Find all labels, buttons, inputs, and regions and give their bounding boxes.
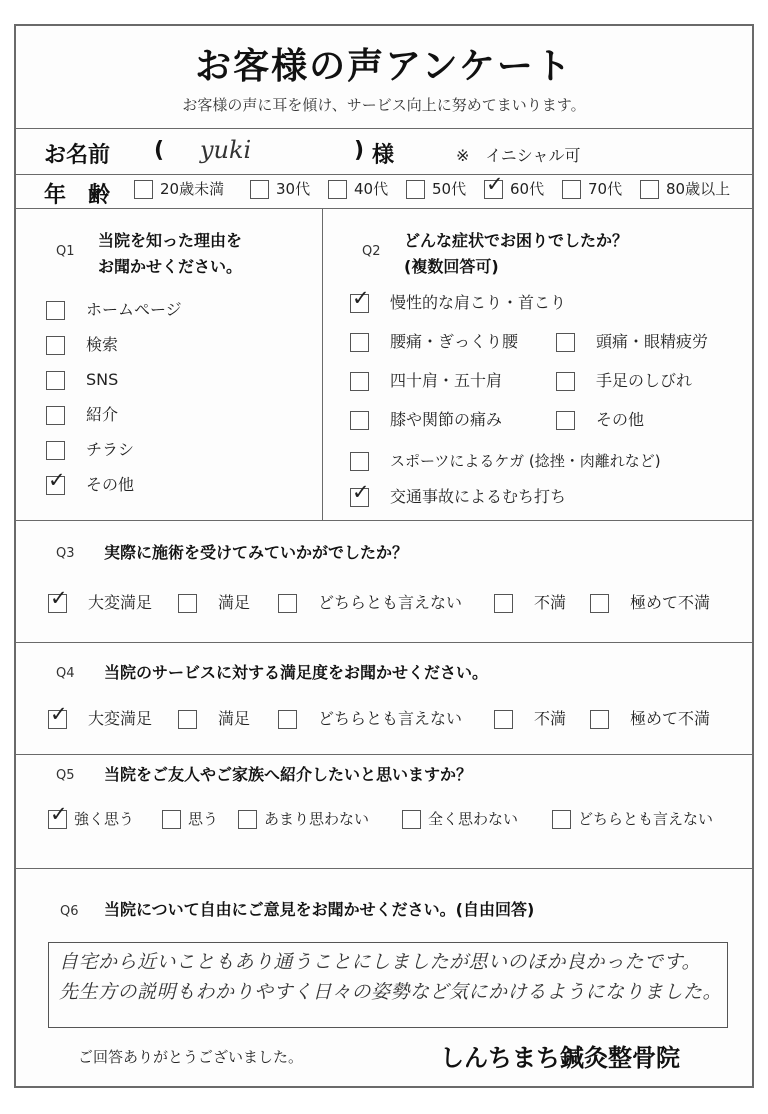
age-checkbox-1[interactable] (134, 180, 153, 199)
survey-title: お客様の声アンケート (195, 46, 573, 87)
q2-option-label-8: スポーツによるケガ (捻挫・肉離れなど) (390, 452, 661, 470)
q5-option-label-3: あまり思わない (264, 810, 370, 828)
q4-checkbox-5[interactable] (590, 710, 609, 729)
q3-checkbox-4[interactable] (494, 594, 513, 613)
q3-checkbox-2[interactable] (178, 594, 197, 613)
age-checkbox-3[interactable] (328, 180, 347, 199)
q5-option-label-5: どちらとも言えない (578, 810, 714, 828)
q2-option-label-5: 手足のしびれ (596, 371, 693, 390)
q2-number: Q2 (362, 244, 381, 259)
q1-option-label-5: チラシ (86, 440, 135, 459)
check-mark-icon: ✓ (48, 468, 66, 492)
q5-option-label-4: 全く思わない (428, 810, 519, 828)
check-mark-icon: ✓ (50, 702, 68, 726)
name-note: ※ イニシャル可 (456, 146, 581, 165)
q4-option-label-2: 満足 (218, 709, 251, 728)
q4-option-label-4: 不満 (534, 709, 567, 728)
check-mark-icon: ✓ (486, 172, 504, 196)
q2-checkbox-2[interactable] (350, 333, 369, 352)
q2-checkbox-5[interactable] (556, 372, 575, 391)
footer-clinic-name: しんちまち鍼灸整骨院 (440, 1044, 680, 1072)
name-label: お名前 (44, 143, 111, 168)
q1-checkbox-2[interactable] (46, 336, 65, 355)
age-checkbox-4[interactable] (406, 180, 425, 199)
q1-checkbox-3[interactable] (46, 371, 65, 390)
survey-subtitle: お客様の声に耳を傾け、サービス向上に努めてまいります。 (182, 96, 586, 114)
q1-checkbox-4[interactable] (46, 406, 65, 425)
age-option-label-7: 80歳以上 (666, 180, 731, 198)
q3-option-label-4: 不満 (534, 593, 567, 612)
q2-checkbox-7[interactable] (556, 411, 575, 430)
q4-number: Q4 (56, 666, 75, 681)
q1-option-label-1: ホームページ (86, 300, 182, 319)
q2-checkbox-6[interactable] (350, 411, 369, 430)
q2-checkbox-4[interactable] (350, 372, 369, 391)
q4-checkbox-1[interactable] (48, 702, 68, 729)
q2-checkbox-3[interactable] (556, 333, 575, 352)
q1-checkbox-1[interactable] (46, 301, 65, 320)
q5-question: 当院をご友人やご家族へ紹介したいと思いますか？ (104, 765, 473, 784)
name-close-paren: ) (354, 138, 365, 163)
q5-option-label-2: 思う (188, 810, 219, 828)
q2-checkbox-9[interactable] (350, 480, 370, 507)
q5-checkbox-2[interactable] (162, 810, 181, 829)
q2-option-label-3: 頭痛・眼精疲労 (596, 332, 709, 351)
q6-answer-box[interactable] (48, 942, 728, 1028)
check-mark-icon: ✓ (50, 586, 68, 610)
q1-question-line2: お聞かせください。 (98, 257, 243, 276)
q4-option-label-1: 大変満足 (88, 709, 153, 728)
age-checkbox-2[interactable] (250, 180, 269, 199)
q3-option-label-3: どちらとも言えない (318, 593, 463, 612)
q3-question: 実際に施術を受けてみていかがでしたか？ (104, 543, 409, 562)
q1-option-label-4: 紹介 (86, 405, 119, 424)
q4-checkbox-4[interactable] (494, 710, 513, 729)
q6-number: Q6 (60, 904, 79, 919)
q1-option-label-6: その他 (86, 475, 135, 494)
q4-option-label-3: どちらとも言えない (318, 709, 463, 728)
name-honorific: 様 (372, 143, 395, 168)
q1-number: Q1 (56, 244, 75, 259)
q1-question-line1: 当院を知った理由を (98, 231, 243, 250)
q1-checkbox-6[interactable] (46, 468, 66, 495)
q5-checkbox-3[interactable] (238, 810, 257, 829)
q2-option-label-7: その他 (596, 410, 645, 429)
q4-option-label-5: 極めて不満 (630, 709, 711, 728)
q3-number: Q3 (56, 546, 75, 561)
q2-option-label-9: 交通事故によるむち打ち (390, 487, 567, 506)
age-checkbox-6[interactable] (562, 180, 581, 199)
q1-checkbox-5[interactable] (46, 441, 65, 460)
q3-checkbox-3[interactable] (278, 594, 297, 613)
q3-checkbox-1[interactable] (48, 586, 68, 613)
q4-checkbox-2[interactable] (178, 710, 197, 729)
name-open-paren: ( (154, 138, 165, 163)
q2-checkbox-1[interactable] (350, 286, 370, 313)
age-option-label-2: 30代 (276, 180, 311, 198)
q5-checkbox-5[interactable] (552, 810, 571, 829)
q5-checkbox-1[interactable] (48, 802, 68, 829)
age-option-label-5: 60代 (510, 180, 545, 198)
q6-question: 当院について自由にご意見をお聞かせください。(自由回答) (104, 900, 535, 919)
age-label: 年 齢 (44, 183, 111, 208)
q3-checkbox-5[interactable] (590, 594, 609, 613)
q6-answer-line1: 自宅から近いこともあり通うことにしましたが思いのほか良かったです。 (59, 951, 701, 973)
q2-option-label-2: 腰痛・ぎっくり腰 (390, 332, 519, 351)
q2-question-line2: (複数回答可) (404, 257, 499, 276)
age-checkbox-5[interactable] (484, 172, 504, 199)
age-option-label-4: 50代 (432, 180, 467, 198)
name-value[interactable]: yuki (200, 136, 252, 164)
q5-number: Q5 (56, 768, 75, 783)
footer-thanks: ご回答ありがとうございました。 (78, 1048, 304, 1066)
q2-question-line1: どんな症状でお困りでしたか？ (404, 231, 629, 250)
q4-checkbox-3[interactable] (278, 710, 297, 729)
q2-option-label-6: 膝や関節の痛み (390, 410, 503, 429)
check-mark-icon: ✓ (50, 802, 68, 826)
age-option-label-6: 70代 (588, 180, 623, 198)
q4-question: 当院のサービスに対する満足度をお聞かせください。 (104, 663, 489, 682)
q5-option-label-1: 強く思う (74, 810, 135, 828)
q1-option-label-3: SNS (86, 370, 119, 389)
q5-checkbox-4[interactable] (402, 810, 421, 829)
age-option-label-3: 40代 (354, 180, 389, 198)
q1-option-label-2: 検索 (86, 335, 119, 354)
survey-sheet (14, 24, 754, 1088)
q2-option-label-1: 慢性的な肩こり・首こり (390, 293, 567, 312)
q3-option-label-1: 大変満足 (88, 593, 153, 612)
age-option-label-1: 20歳未満 (160, 180, 225, 198)
check-mark-icon: ✓ (352, 480, 370, 504)
q3-option-label-2: 満足 (218, 593, 251, 612)
q2-option-label-4: 四十肩・五十肩 (390, 371, 503, 390)
q2-checkbox-8[interactable] (350, 452, 369, 471)
q3-option-label-5: 極めて不満 (630, 593, 711, 612)
check-mark-icon: ✓ (352, 286, 370, 310)
age-checkbox-7[interactable] (640, 180, 659, 199)
q6-answer-line2: 先生方の説明もわかりやすく日々の姿勢など気にかけるようになりました。 (59, 981, 723, 1003)
